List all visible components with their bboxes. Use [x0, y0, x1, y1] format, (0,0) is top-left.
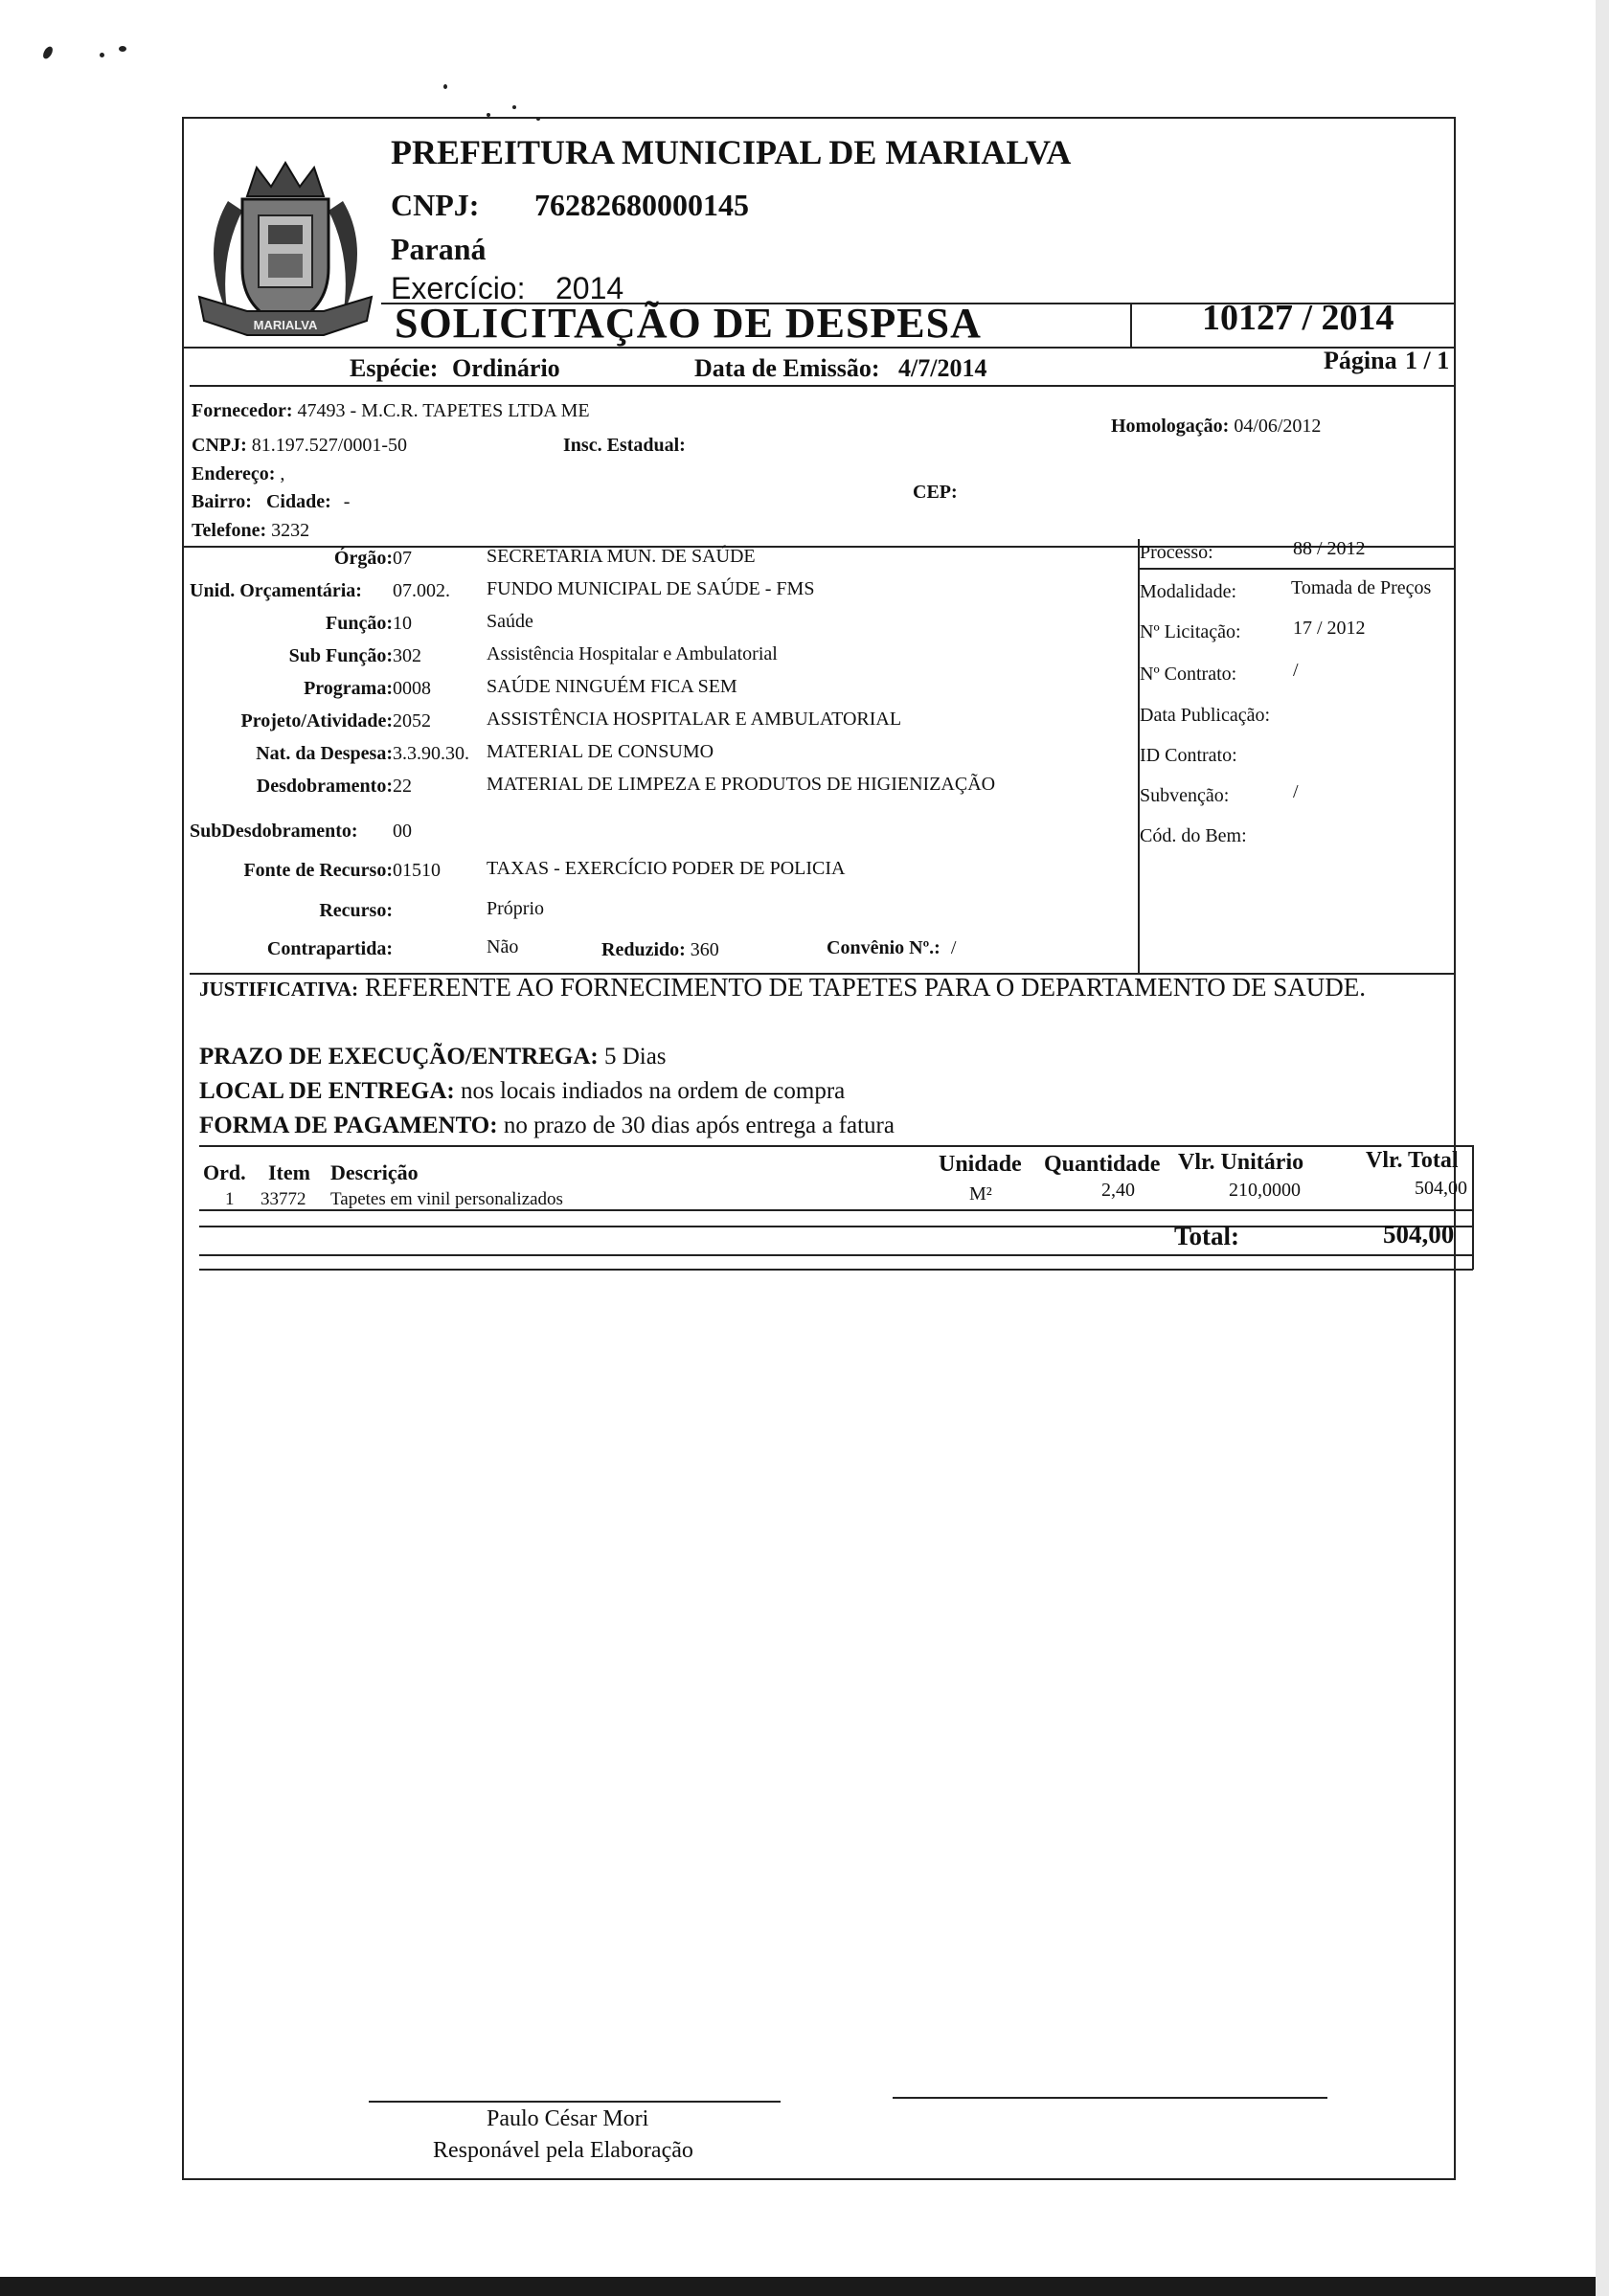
forma-label: FORMA DE PAGAMENTO: [199, 1113, 498, 1138]
items-top-rule [199, 1145, 1473, 1147]
budget-field-code: 2052 [393, 710, 431, 732]
homologacao-label: Homologação: [1111, 416, 1230, 437]
budget-field-code: 07 [393, 548, 412, 569]
total-value: 504,00 [1383, 1220, 1455, 1249]
budget-field-label: Desdobramento: [256, 776, 393, 797]
municipality-title: PREFEITURA MUNICIPAL DE MARIALVA [391, 133, 1072, 171]
process-field-label: ID Contrato: [1140, 745, 1237, 766]
col-item: Item [268, 1160, 310, 1184]
document-title: SOLICITAÇÃO DE DESPESA [395, 300, 982, 347]
budget-field-code: 22 [393, 776, 412, 797]
process-field-label: Data Publicação: [1140, 705, 1271, 726]
budget-field-label: Sub Função: [288, 645, 393, 666]
budget-field-desc: MATERIAL DE LIMPEZA E PRODUTOS DE HIGIENIZAÇÃO [487, 774, 996, 795]
budget-field-desc: MATERIAL DE CONSUMO [487, 741, 714, 762]
budget-field-label: SubDesdobramento: [190, 821, 358, 842]
budget-field-label: Programa: [304, 678, 393, 699]
svg-text:MARIALVA: MARIALVA [253, 318, 318, 332]
scan-speck [443, 84, 447, 89]
budget-field-desc: Não [487, 936, 519, 957]
homologacao-row [1111, 416, 1321, 438]
state-name: Paraná [391, 232, 487, 266]
budget-field-desc: Próprio [487, 898, 544, 919]
emissao-label: Data de Emissão: [694, 354, 880, 382]
process-field-value: Tomada de Preços [1291, 577, 1432, 598]
process-field-label: Processo: [1140, 542, 1213, 563]
budget-field-code: 10 [393, 613, 412, 634]
local-row [199, 1078, 845, 1105]
prazo-label: PRAZO DE EXECUÇÃO/ENTREGA: [199, 1044, 599, 1069]
header-divider [1130, 303, 1132, 347]
telefone-value: 3232 [271, 520, 310, 541]
row-total: 504,00 [1415, 1178, 1467, 1199]
budget-field-code: 00 [393, 821, 412, 842]
budget-field-desc: TAXAS - EXERCÍCIO PODER DE POLICIA [487, 858, 846, 879]
budget-field-desc: SAÚDE NINGUÉM FICA SEM [487, 676, 737, 697]
bairro-label: Bairro: [192, 491, 252, 512]
local-value: nos locais indiados na ordem de compra [460, 1078, 846, 1104]
row-descricao: Tapetes em vinil personalizados [330, 1189, 563, 1209]
budget-field-code: 01510 [393, 860, 441, 881]
signature-line [369, 2101, 781, 2103]
items-right-edge [1472, 1145, 1474, 1270]
total-label: Total: [1174, 1222, 1240, 1250]
process-field-label: Subvenção: [1140, 785, 1230, 806]
emissao-value: 4/7/2014 [898, 354, 987, 382]
local-label: LOCAL DE ENTREGA: [199, 1078, 455, 1104]
homologacao-value: 04/06/2012 [1234, 416, 1322, 437]
process-field-label: Nº Licitação: [1140, 621, 1241, 642]
supplier-cnpj-row [192, 435, 407, 457]
row-quantidade: 2,40 [1101, 1180, 1135, 1201]
budget-field-desc: Saúde [487, 611, 533, 632]
budget-field-label: Projeto/Atividade: [240, 710, 393, 732]
cnpj-label: CNPJ: [391, 188, 480, 222]
document-number: 10127 / 2014 [1202, 298, 1394, 338]
budget-field-code: 07.002. [393, 580, 450, 601]
pagina-value: 1 / 1 [1405, 347, 1450, 374]
scan-speck [119, 46, 126, 52]
col-total: Vlr. Total [1366, 1148, 1459, 1173]
col-ord: Ord. [203, 1160, 246, 1184]
items-rule [199, 1269, 1473, 1271]
bairro-row [192, 491, 350, 513]
justificativa-value: REFERENTE AO FORNECIMENTO DE TAPETES PARA O DEPARTAMENTO DE SAUDE. [364, 973, 1366, 1002]
budget-field-desc: ASSISTÊNCIA HOSPITALAR E AMBULATORIAL [487, 709, 902, 730]
especie-label: Espécie: [350, 354, 439, 382]
prazo-value: 5 Dias [603, 1044, 667, 1069]
reduzido-row [601, 939, 719, 961]
header-rule [182, 347, 1456, 349]
row-unitario: 210,0000 [1229, 1180, 1301, 1201]
cidade-label: Cidade: [265, 491, 331, 512]
budget-field-code: 3.3.90.30. [393, 743, 469, 764]
scan-speck [41, 45, 55, 60]
fornecedor-value: 47493 - M.C.R. TAPETES LTDA ME [297, 400, 590, 421]
municipal-crest [190, 144, 381, 349]
scan-right-edge [1596, 0, 1609, 2296]
budget-field-label: Fonte de Recurso: [243, 860, 393, 881]
supplier-cnpj-label: CNPJ: [192, 435, 247, 456]
scan-bottom-edge [0, 2277, 1609, 2296]
items-rule [199, 1226, 1473, 1227]
budget-field-label: Nat. da Despesa: [256, 743, 393, 764]
especie-value: Ordinário [452, 354, 560, 382]
budget-field-label: Função: [326, 613, 393, 634]
forma-row [199, 1113, 895, 1139]
endereco-label: Endereço: [192, 463, 276, 484]
budget-field-desc: Assistência Hospitalar e Ambulatorial [487, 643, 778, 664]
process-field-label: Modalidade: [1140, 581, 1237, 602]
telefone-row [192, 520, 309, 542]
exercicio-value: 2014 [555, 271, 624, 305]
budget-field-code: 302 [393, 645, 421, 666]
forma-value: no prazo de 30 dias após entrega a fatura [503, 1113, 895, 1138]
pagina-label: Página [1324, 347, 1397, 374]
row-unidade: M² [969, 1183, 992, 1204]
endereco-row [192, 463, 284, 485]
signatory-role: Responável pela Elaboração [433, 2138, 693, 2163]
prazo-row [199, 1044, 667, 1070]
signature-line-2 [893, 2097, 1327, 2099]
endereco-value: , [280, 463, 285, 484]
fornecedor-label: Fornecedor: [192, 400, 293, 421]
budget-field-label: Unid. Orçamentária: [190, 580, 362, 601]
justificativa-row [199, 973, 1366, 1002]
cep-label: CEP: [913, 482, 958, 503]
process-field-value: 88 / 2012 [1293, 538, 1366, 559]
exercicio-label: Exercício: [391, 271, 526, 305]
budget-field-desc: SECRETARIA MUN. DE SAÚDE [487, 546, 756, 567]
col-unidade: Unidade [939, 1152, 1022, 1177]
insc-estadual-label: Insc. Estadual: [563, 435, 686, 456]
process-rule [1138, 568, 1456, 570]
cnpj-value: 76282680000145 [534, 188, 749, 222]
items-rule [199, 1209, 1473, 1211]
budget-field-label: Órgão: [333, 548, 393, 569]
supplier-cnpj-value: 81.197.527/0001-50 [251, 435, 407, 456]
reduzido-value: 360 [690, 939, 719, 960]
fornecedor-row [192, 400, 590, 422]
process-field-label: Cód. do Bem: [1140, 825, 1247, 846]
col-descricao: Descrição [330, 1160, 419, 1184]
scan-speck [512, 105, 516, 109]
row-item: 33772 [261, 1189, 306, 1209]
process-field-label: Nº Contrato: [1140, 664, 1237, 685]
cidade-value: - [343, 491, 351, 512]
reduzido-label: Reduzido: [601, 939, 686, 960]
telefone-label: Telefone: [192, 520, 267, 541]
budget-field-desc: FUNDO MUNICIPAL DE SAÚDE - FMS [487, 578, 815, 599]
col-unitario: Vlr. Unitário [1178, 1150, 1304, 1175]
scan-speck [100, 53, 104, 57]
items-rule [199, 1254, 1473, 1256]
row-ord: 1 [225, 1189, 235, 1209]
convenio-label: Convênio Nº.: [827, 937, 940, 958]
budget-field-label: Recurso: [319, 900, 393, 921]
budget-field-code: 0008 [393, 678, 431, 699]
convenio-value: / [950, 937, 957, 958]
process-field-value: / [1293, 781, 1299, 802]
process-field-value: / [1293, 660, 1299, 681]
convenio-row [827, 937, 956, 959]
section-rule [190, 385, 1456, 387]
col-quantidade: Quantidade [1044, 1152, 1161, 1177]
signatory-name: Paulo César Mori [487, 2106, 649, 2131]
budget-field-label: Contrapartida: [266, 938, 393, 959]
justificativa-label: JUSTIFICATIVA: [199, 978, 359, 1001]
process-field-value: 17 / 2012 [1293, 618, 1366, 639]
